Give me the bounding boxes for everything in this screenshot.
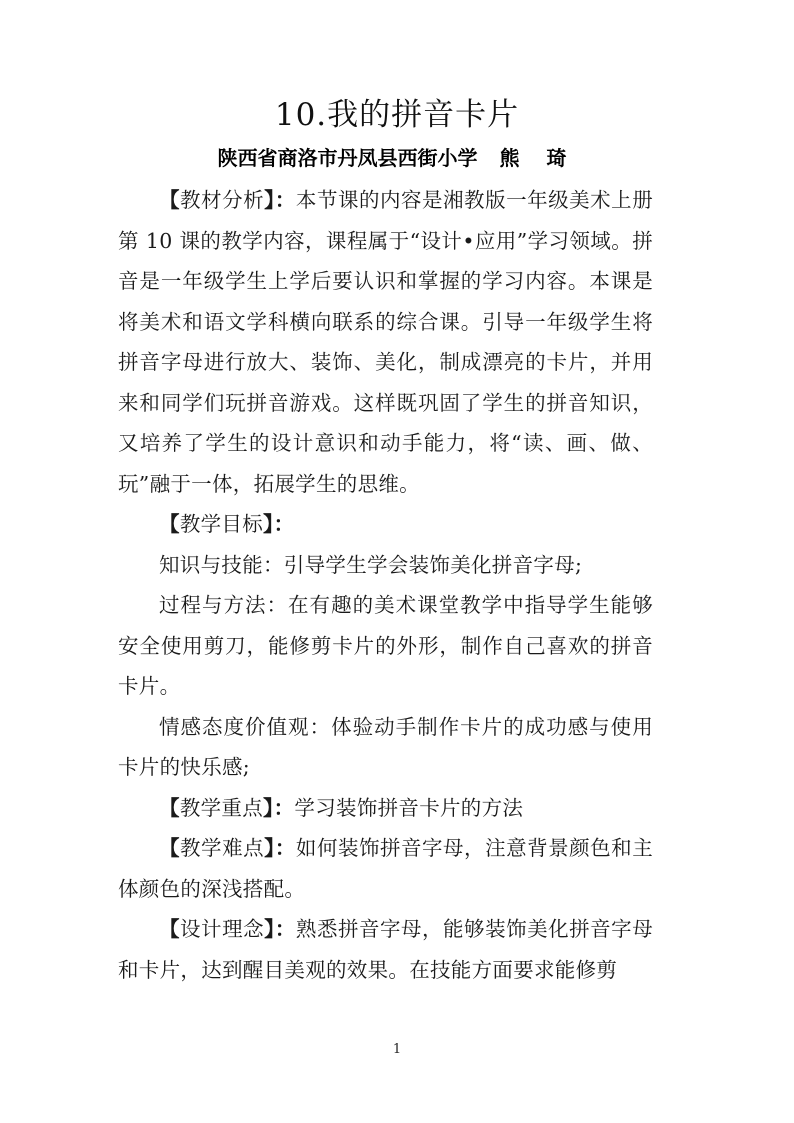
bracket-close: 】: [264, 836, 275, 860]
section-heading: 教材分析: [180, 188, 265, 212]
section-key-points: [118, 788, 653, 829]
heading-colon: ：: [273, 512, 295, 536]
bracket-open: 【: [159, 512, 180, 536]
section-design-concept: [118, 909, 653, 990]
bracket-open: 【: [159, 917, 181, 941]
objective-process-methods: 过程与方法：在有趣的美术课堂教学中指导学生能够安全使用剪刀，能修剪卡片的外形，制作自己喜欢的拼音卡片。: [118, 593, 653, 698]
heading-colon: ：: [274, 188, 296, 212]
section-heading: 设计理念: [180, 917, 265, 941]
bracket-close: 】: [264, 917, 275, 941]
heading-colon: ：: [273, 795, 295, 820]
bracket-close: 】: [263, 512, 274, 536]
section-heading: 教学难点: [180, 836, 265, 860]
bracket-open: 【: [159, 795, 180, 820]
bracket-open: 【: [159, 188, 181, 212]
heading-colon: ：: [274, 917, 296, 941]
author-line: [0, 143, 794, 173]
page-title: 10.我的拼音卡片: [274, 97, 520, 133]
section-text: 如何装饰拼音字母，注意背景颜色和主体颜色的深浅搭配。: [118, 836, 653, 901]
section-difficulties: [118, 828, 653, 909]
bracket-close: 】: [264, 188, 275, 212]
heading-colon: ：: [274, 836, 296, 860]
bracket-open: 【: [159, 836, 181, 860]
bracket-close: 】: [263, 795, 274, 820]
section-text: 本节课的内容是湘教版一年级美术上册第 10 课的教学内容，课程属于“设计•应用”学习领域。拼音是一年级学生上学后要认识和掌握的学习内容。本课是将美术和语文学科横向联系的综合课。引导一年级学生将拼音字母进行放大、装饰、美化，制成漂亮的卡片，并用来和同学们玩拼音游戏。这样既巩固了学生的拼音知识，又培养了学生的设计意识和动手能力，将“读、画、做、玩”融于一体，拓展学生的思维。: [118, 188, 653, 496]
document-body: [118, 180, 653, 990]
section-text: 学习装饰拼音卡片的方法: [294, 795, 524, 820]
section-textbook-analysis: [118, 180, 653, 504]
author-name: 熊 琦: [499, 146, 577, 170]
page-number: 1: [392, 1042, 402, 1057]
objective-emotion-values: 情感态度价值观：体验动手制作卡片的成功感与使用卡片的快乐感;: [118, 714, 653, 779]
section-teaching-objectives: [118, 504, 653, 545]
section-text: 熟悉拼音字母，能够装饰美化拼音字母和卡片，达到醒目美观的效果。在技能方面要求能修剪: [118, 917, 653, 982]
section-heading: 教学目标: [179, 512, 264, 536]
section-heading: 教学重点: [179, 795, 264, 820]
objective-knowledge-skills: 知识与技能：引导学生学会装饰美化拼音字母;: [159, 552, 583, 577]
author-school: 陕西省商洛市丹凤县西街小学: [217, 146, 478, 170]
